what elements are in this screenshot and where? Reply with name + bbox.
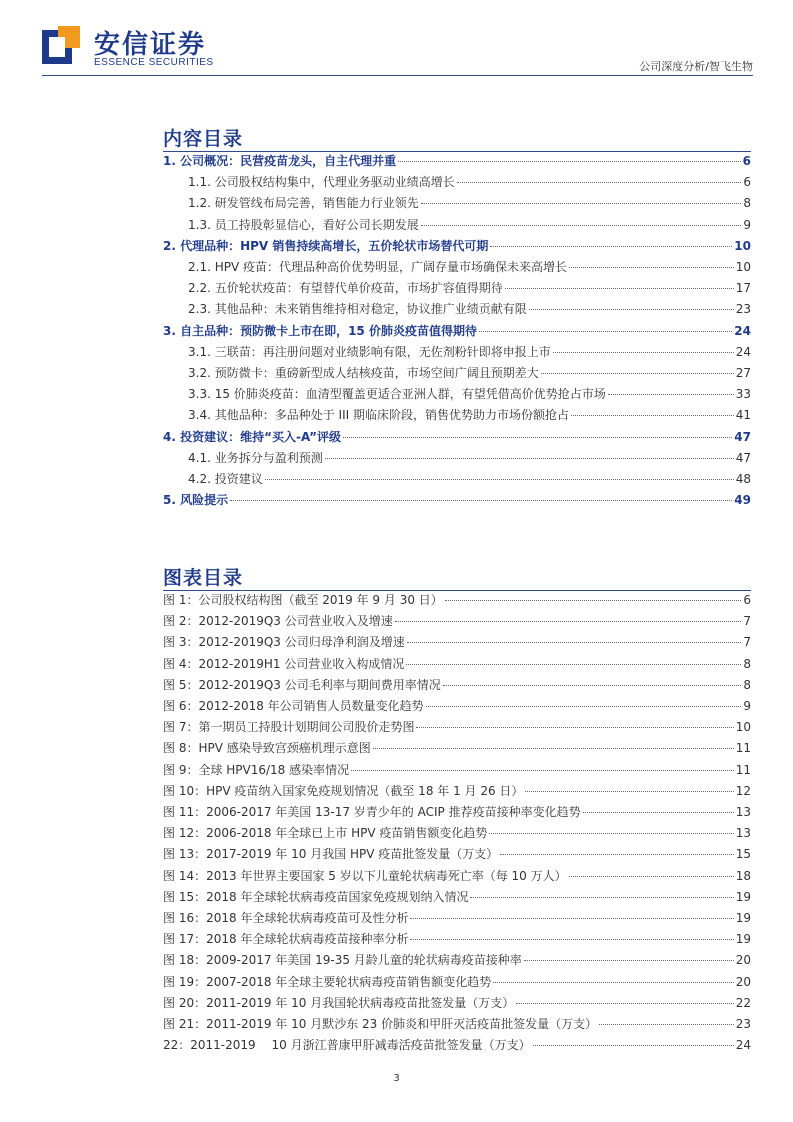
- toc-entry[interactable]: [188, 343, 751, 364]
- dot-leader: [553, 352, 734, 353]
- toc-entry[interactable]: [188, 385, 751, 406]
- figure-entry[interactable]: [163, 761, 751, 782]
- entry-label: 1.3. 员工持股彰显信心，看好公司长期发展: [188, 217, 419, 232]
- figure-entry[interactable]: [163, 591, 751, 612]
- entry-page-number: 47: [735, 450, 751, 465]
- entry-label: 3.2. 预防微卡：重磅新型成人结核疫苗，市场空间广阔且预期差大: [188, 366, 539, 380]
- toc-entry[interactable]: [188, 364, 751, 385]
- entry-page-number: 8: [743, 196, 751, 211]
- figure-entry[interactable]: [163, 845, 751, 866]
- report-type: 公司深度分析/智飞生物: [639, 60, 753, 73]
- toc-entry[interactable]: [163, 152, 751, 173]
- entry-label: 图 3：2012-2019Q3 公司归母净利润及增速: [163, 635, 405, 650]
- entry-label: 图 14：2013 年世界主要国家 5 岁以下儿童轮状病毒死亡率（每 10 万人）: [163, 868, 567, 883]
- entry-page-number: 8: [743, 656, 751, 671]
- entry-page-number: 24: [735, 1038, 751, 1053]
- toc-entry[interactable]: [188, 470, 751, 491]
- figure-entry[interactable]: [163, 718, 751, 739]
- entry-label: 图 15：2018 年全球轮状病毒疫苗国家免疫规划纳入情况: [163, 889, 469, 904]
- brand-name-en: ESSENCE SECURITIES: [94, 57, 214, 68]
- entry-label: 图 8：HPV 感染导致宫颈癌机理示意图: [163, 741, 371, 756]
- entry-label: 图 19：2007-2018 年全球主要轮状病毒疫苗销售额变化趋势: [163, 974, 492, 989]
- dot-leader: [516, 1003, 734, 1004]
- dot-leader: [343, 437, 732, 438]
- dot-leader: [426, 706, 742, 707]
- entry-label: 3. 自主品种：预防微卡上市在即，15 价肺炎疫苗值得期待: [163, 323, 477, 338]
- entry-label: 4.1. 业务拆分与盈利预测: [188, 450, 323, 465]
- dot-leader: [541, 373, 734, 374]
- entry-label: 图 2：2012-2019Q3 公司营业收入及增速: [163, 614, 393, 629]
- entry-page-number: 47: [734, 429, 751, 444]
- dot-leader: [583, 812, 734, 813]
- brand-logo: [42, 24, 214, 74]
- figure-entry[interactable]: [163, 973, 751, 994]
- toc-entry[interactable]: [163, 491, 751, 512]
- toc-entry[interactable]: [188, 300, 751, 321]
- figures-title: 图表目录: [163, 567, 244, 589]
- toc-entry[interactable]: [188, 216, 751, 237]
- entry-page-number: 12: [735, 783, 751, 798]
- entry-label: 图 4：2012-2019H1 公司营业收入构成情况: [163, 656, 405, 671]
- dot-leader: [479, 331, 732, 332]
- dot-leader: [421, 203, 742, 204]
- dot-leader: [569, 876, 734, 877]
- dot-leader: [500, 854, 733, 855]
- entry-label: 2.3. 其他品种：未来销售维持相对稳定，协议推广业绩贡献有限: [188, 302, 527, 317]
- dot-leader: [325, 458, 734, 459]
- toc-entry[interactable]: [188, 449, 751, 470]
- dot-leader: [529, 309, 734, 310]
- entry-label: 3.4. 其他品种：多品种处于 III 期临床阶段，销售优势助力市场份额抢占: [188, 408, 569, 423]
- entry-label: 4. 投资建议：维持“买入-A”评级: [163, 429, 342, 444]
- entry-label: 图 9：全球 HPV16/18 感染率情况: [163, 762, 350, 777]
- toc-entry[interactable]: [188, 173, 751, 194]
- entry-page-number: 19: [735, 932, 751, 947]
- figure-entry[interactable]: [163, 782, 751, 803]
- entry-page-number: 41: [735, 408, 751, 423]
- entry-page-number: 33: [735, 387, 751, 402]
- dot-leader: [421, 225, 742, 226]
- entry-page-number: 18: [735, 868, 751, 883]
- dot-leader: [410, 918, 733, 919]
- entry-label: 图 16：2018 年全球轮状病毒疫苗可及性分析: [163, 911, 409, 925]
- entry-label: 1.2. 研发管线布局完善，销售能力行业领先: [188, 196, 419, 211]
- entry-page-number: 48: [735, 472, 751, 486]
- dot-leader: [406, 664, 741, 665]
- toc-entry[interactable]: [188, 258, 751, 279]
- figure-entry[interactable]: [163, 1036, 751, 1057]
- entry-page-number: 17: [735, 281, 751, 296]
- figure-entry[interactable]: [163, 697, 751, 718]
- entry-label: 图 12：2006-2018 年全球已上市 HPV 疫苗销售额变化趋势: [163, 826, 488, 841]
- dot-leader: [571, 415, 734, 416]
- figure-entry[interactable]: [163, 994, 751, 1015]
- toc-entry[interactable]: [188, 406, 751, 427]
- entry-label: 2. 代理品种：HPV 销售持续高增长，五价轮状市场替代可期: [163, 238, 489, 253]
- figure-entry[interactable]: [163, 867, 751, 888]
- dot-leader: [599, 1024, 734, 1025]
- entry-page-number: 6: [742, 154, 751, 168]
- entry-label: 图 5：2012-2019Q3 公司毛利率与期间费用率情况: [163, 677, 441, 692]
- header-divider: [42, 75, 753, 76]
- entry-page-number: 10: [735, 720, 751, 735]
- figure-entry[interactable]: [163, 951, 751, 972]
- entry-page-number: 49: [734, 493, 751, 508]
- entry-page-number: 27: [735, 366, 751, 380]
- dot-leader: [230, 500, 732, 501]
- entry-page-number: 6: [743, 593, 751, 607]
- entry-page-number: 15: [735, 847, 751, 862]
- figure-entry[interactable]: [163, 909, 751, 930]
- figure-entry[interactable]: [163, 633, 751, 654]
- entry-label: 22：2011-2019 10 月浙江普康甲肝减毒活疫苗批签发量（万支）: [163, 1038, 531, 1053]
- brand-mark-icon: [42, 26, 80, 66]
- entry-page-number: 6: [743, 175, 751, 190]
- entry-page-number: 13: [735, 826, 751, 841]
- contents-title: 内容目录: [163, 128, 244, 150]
- entry-page-number: 23: [735, 302, 751, 317]
- dot-leader: [489, 833, 733, 834]
- figure-entry[interactable]: [163, 888, 751, 909]
- entry-page-number: 20: [735, 974, 751, 989]
- entry-page-number: 7: [743, 614, 751, 629]
- entry-page-number: 24: [735, 344, 751, 359]
- figure-entry[interactable]: [163, 803, 751, 824]
- toc-entry[interactable]: [188, 279, 751, 300]
- entry-page-number: 23: [735, 1017, 751, 1031]
- dot-leader: [505, 288, 734, 289]
- toc-entry[interactable]: [163, 237, 751, 258]
- dot-leader: [470, 897, 733, 898]
- brand-name-cn: 安信证券: [94, 30, 207, 60]
- entry-label: 2.1. HPV 疫苗：代理品种高价优势明显，广阔存量市场确保未来高增长: [188, 260, 567, 274]
- dot-leader: [457, 182, 742, 183]
- toc-entry[interactable]: [163, 322, 751, 343]
- entry-page-number: 19: [735, 889, 751, 904]
- dot-leader: [490, 246, 732, 247]
- toc-entry[interactable]: [163, 428, 751, 449]
- dot-leader: [395, 621, 742, 622]
- dot-leader: [265, 479, 734, 480]
- entry-label: 1. 公司概况：民营疫苗龙头，自主代理并重: [163, 154, 397, 168]
- entry-label: 3.3. 15 价肺炎疫苗：血清型覆盖更适合亚洲人群，有望凭借高价优势抢占市场: [188, 387, 606, 402]
- toc-entry[interactable]: [188, 194, 751, 215]
- dot-leader: [416, 727, 733, 728]
- entry-page-number: 24: [734, 323, 751, 338]
- figure-entry[interactable]: [163, 1015, 751, 1036]
- entry-label: 图 11：2006-2017 年美国 13-17 岁青少年的 ACIP 推荐疫苗接种率变化趋势: [163, 805, 581, 819]
- dot-leader: [398, 161, 741, 162]
- entry-page-number: 22: [735, 995, 751, 1010]
- entry-label: 图 18：2009-2017 年美国 19-35 月龄儿童的轮状病毒疫苗接种率: [163, 953, 522, 968]
- entry-label: 2.2. 五价轮状疫苗：有望替代单价疫苗，市场扩容值得期待: [188, 281, 503, 296]
- figure-entry[interactable]: [163, 676, 751, 697]
- entry-label: 图 17：2018 年全球轮状病毒疫苗接种率分析: [163, 932, 409, 947]
- dot-leader: [493, 982, 733, 983]
- entry-page-number: 10: [735, 260, 751, 274]
- entry-label: 图 21：2011-2019 年 10 月默沙东 23 价肺炎和甲肝灭活疫苗批签发量（万支）: [163, 1017, 598, 1031]
- figure-entry[interactable]: [163, 739, 751, 760]
- dot-leader: [445, 600, 742, 601]
- entry-page-number: 13: [735, 805, 751, 819]
- entry-label: 图 1：公司股权结构图（截至 2019 年 9 月 30 日）: [163, 593, 443, 607]
- entry-page-number: 20: [735, 953, 751, 968]
- entry-label: 4.2. 投资建议: [188, 472, 263, 486]
- entry-page-number: 8: [743, 677, 751, 692]
- page-number: 3: [393, 1073, 400, 1084]
- entry-label: 5. 风险提示: [163, 493, 229, 508]
- dot-leader: [443, 685, 742, 686]
- figure-entry[interactable]: [163, 655, 751, 676]
- entry-page-number: 11: [735, 762, 751, 777]
- entry-label: 图 20：2011-2019 年 10 月我国轮状病毒疫苗批签发量（万支）: [163, 995, 515, 1010]
- entry-page-number: 9: [743, 217, 751, 232]
- dot-leader: [407, 642, 742, 643]
- dot-leader: [569, 267, 734, 268]
- entry-label: 图 13：2017-2019 年 10 月我国 HPV 疫苗批签发量（万支）: [163, 847, 499, 862]
- dot-leader: [524, 960, 734, 961]
- dot-leader: [533, 1045, 734, 1046]
- entry-label: 图 6：2012-2018 年公司销售人员数量变化趋势: [163, 699, 424, 713]
- entry-label: 1.1. 公司股权结构集中，代理业务驱动业绩高增长: [188, 175, 455, 190]
- entry-page-number: 10: [734, 238, 751, 253]
- figure-entry[interactable]: [163, 612, 751, 633]
- figure-entry[interactable]: [163, 930, 751, 951]
- dot-leader: [608, 394, 734, 395]
- dot-leader: [373, 748, 734, 749]
- dot-leader: [351, 770, 734, 771]
- entry-page-number: 7: [743, 635, 751, 650]
- entry-label: 图 7：第一期员工持股计划期间公司股价走势图: [163, 720, 415, 735]
- entry-page-number: 11: [735, 741, 751, 756]
- dot-leader: [525, 791, 733, 792]
- entry-page-number: 19: [735, 911, 751, 925]
- entry-label: 3.1. 三联苗：再注册问题对业绩影响有限，无佐剂粉针即将申报上市: [188, 344, 551, 359]
- entry-page-number: 9: [743, 699, 751, 713]
- dot-leader: [410, 939, 733, 940]
- figure-entry[interactable]: [163, 824, 751, 845]
- entry-label: 图 10：HPV 疫苗纳入国家免疫规划情况（截至 18 年 1 月 26 日）: [163, 783, 524, 798]
